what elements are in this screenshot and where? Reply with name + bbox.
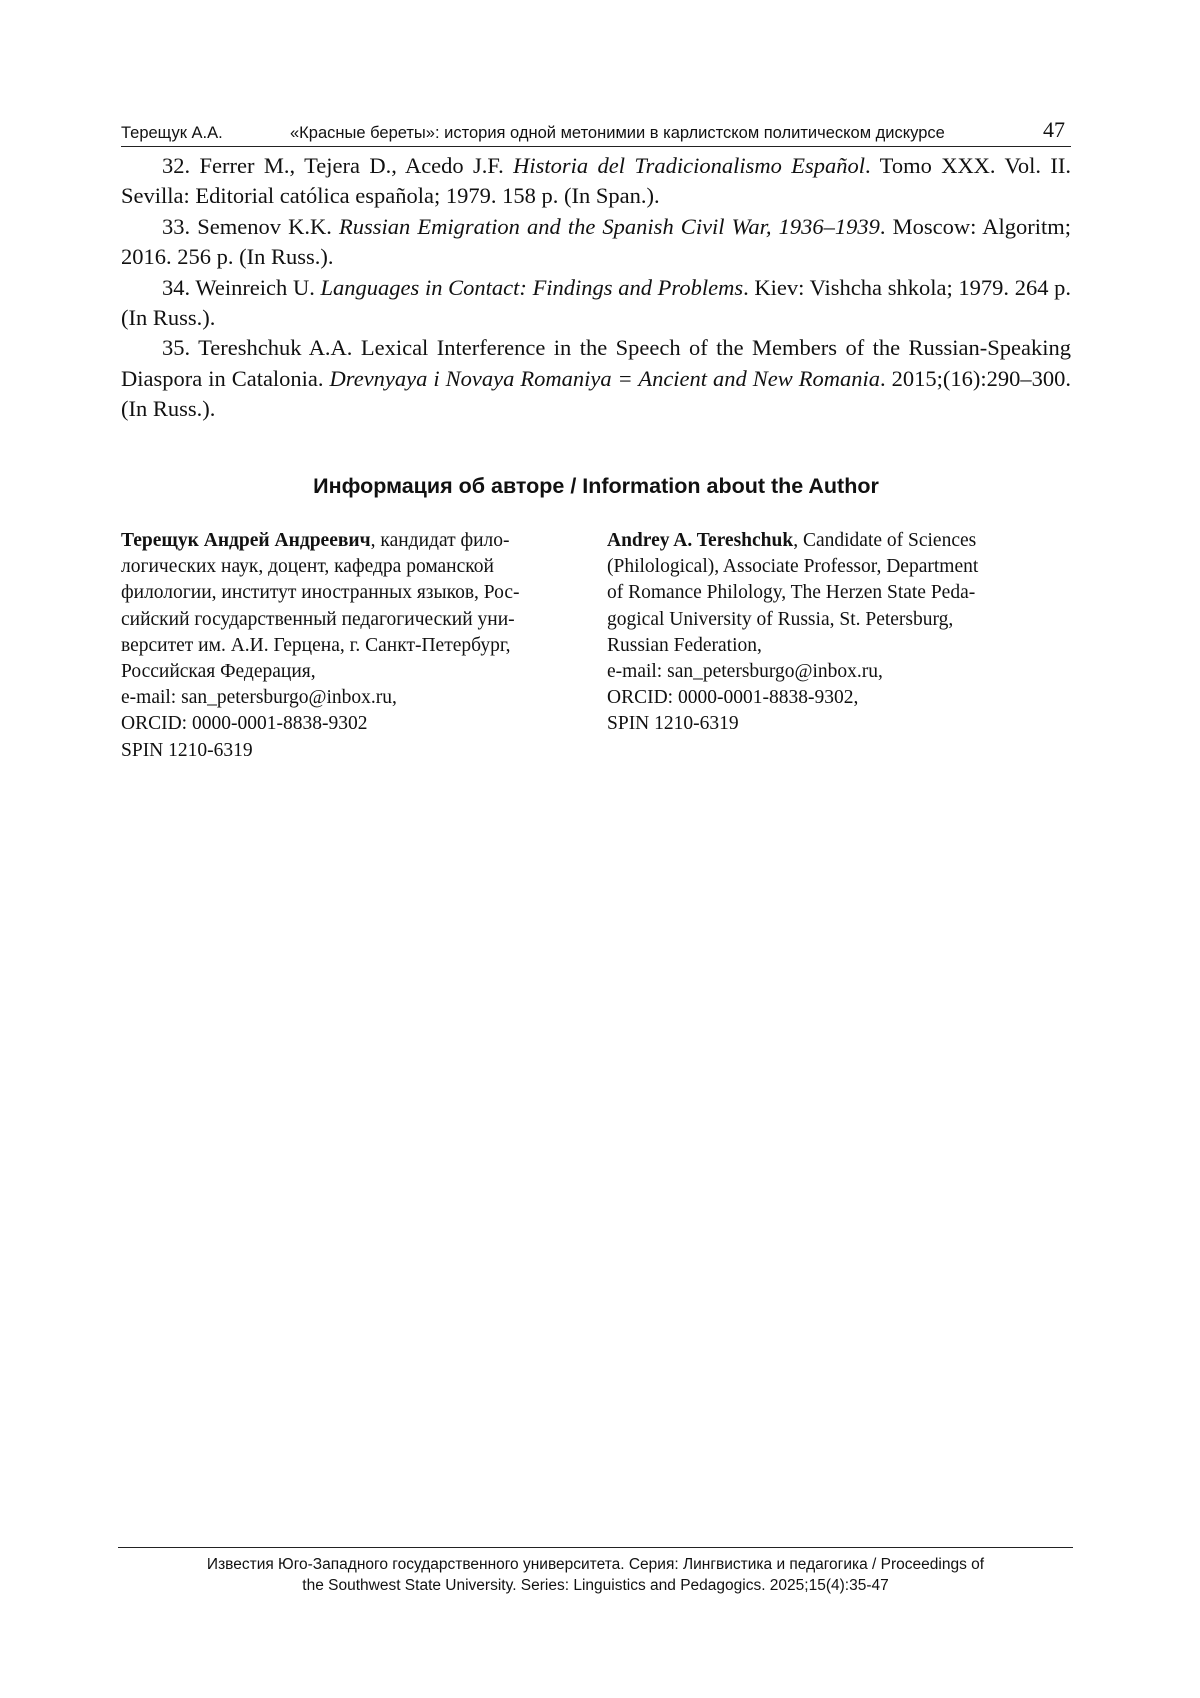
reference-details: . 2015;(16):290–300. (In Russ.). — [121, 365, 1071, 422]
header-author: Терещук А.А. — [121, 124, 223, 142]
footer-journal-line-1: Известия Юго-Западного государственного университета. Серия: Лингвистика и педагогика / Proceedings of — [206, 1556, 985, 1573]
reference-34 — [121, 273, 1071, 334]
reference-details: . Tomo XXX. Vol. II. Sevilla: Editorial católica española; 1979. 158 p. (In Span.). — [121, 153, 1071, 209]
reference-35 — [121, 333, 1071, 424]
author-affiliation-text: филологии, институт иностранных языков, Рос- — [121, 582, 520, 604]
author-affiliation-text: (Philological), Associate Professor, Department — [607, 556, 979, 578]
author-info-heading: Информация об авторе / Information about the Author — [313, 474, 879, 498]
header-article-title: «Красные береты»: история одной метонимии в карлистском политическом дискурсе — [290, 124, 945, 142]
reference-lead: 32. Ferrer M., Tejera D., Acedo J.F. — [162, 153, 514, 178]
author-name-line — [121, 528, 583, 554]
author-affiliation-text: of Romance Philology, The Herzen State Peda- — [607, 582, 976, 604]
author-name-en: Andrey A. Tereshchuk — [607, 530, 794, 551]
author-name-ru: Терещук Андрей Андреевич — [121, 530, 371, 551]
author-orcid: ORCID: 0000-0001-8838-9302, — [607, 687, 859, 709]
author-spin: SPIN 1210-6319 — [121, 739, 253, 761]
running-header — [121, 116, 1071, 147]
reference-title: Russian Emigration and the Spanish Civil War, 1936–1939 — [338, 213, 880, 239]
reference-details: . Moscow: Algoritm; 2016. 256 p. (In Russ.). — [121, 213, 1071, 270]
reference-details: . Kiev: Vishcha shkola; 1979. 264 p. (In Russ.). — [121, 274, 1071, 331]
reference-33 — [121, 212, 1071, 273]
author-email: e-mail: san_petersburgo@inbox.ru, — [607, 661, 883, 683]
reference-lead: 34. Weinreich U. — [162, 274, 321, 300]
author-affiliation-text: , кандидат фило- — [370, 530, 510, 551]
author-affiliation-text: сийский государственный педагогический уни- — [121, 608, 515, 630]
author-affiliation-text: , Candidate of Sciences — [793, 530, 977, 551]
reference-32 — [121, 151, 1071, 212]
author-info-russian — [121, 528, 583, 764]
author-affiliation-text: Russian Federation, — [607, 634, 762, 656]
author-orcid: ORCID: 0000-0001-8838-9302 — [121, 713, 368, 735]
author-affiliation-text: логических наук, доцент, кафедра романской — [121, 556, 494, 578]
footer-journal-line-2: the Southwest State University. Series: Linguistics and Pedagogics. 2025;15(4):35-47 — [302, 1577, 889, 1594]
author-affiliation-text: gogical University of Russia, St. Petersburg, — [607, 608, 954, 630]
running-footer — [118, 1547, 1073, 1596]
author-spin: SPIN 1210-6319 — [607, 713, 739, 735]
reference-title: Languages in Contact: Findings and Problems — [320, 274, 744, 300]
reference-lead: 33. Semenov K.K. — [162, 213, 339, 239]
author-affiliation-text: Российская Федерация, — [121, 661, 316, 683]
reference-lead: 35. Tereshchuk A.A. Lexical Interference in the Speech of the Members of the Russian-Speaking Diaspora in Catalonia. — [121, 335, 1071, 391]
author-email: e-mail: san_petersburgo@inbox.ru, — [121, 687, 397, 709]
reference-title: Historia del Tradicionalismo Español — [513, 153, 866, 178]
author-name-line — [607, 528, 1067, 554]
page-number: 47 — [1043, 117, 1065, 142]
author-affiliation-text: верситет им. А.И. Герцена, г. Санкт-Петербург, — [121, 634, 511, 656]
reference-list — [121, 151, 1071, 425]
reference-title: Drevnyaya i Novaya Romaniya = Ancient and New Romania — [329, 365, 880, 391]
author-info-english — [607, 528, 1067, 738]
